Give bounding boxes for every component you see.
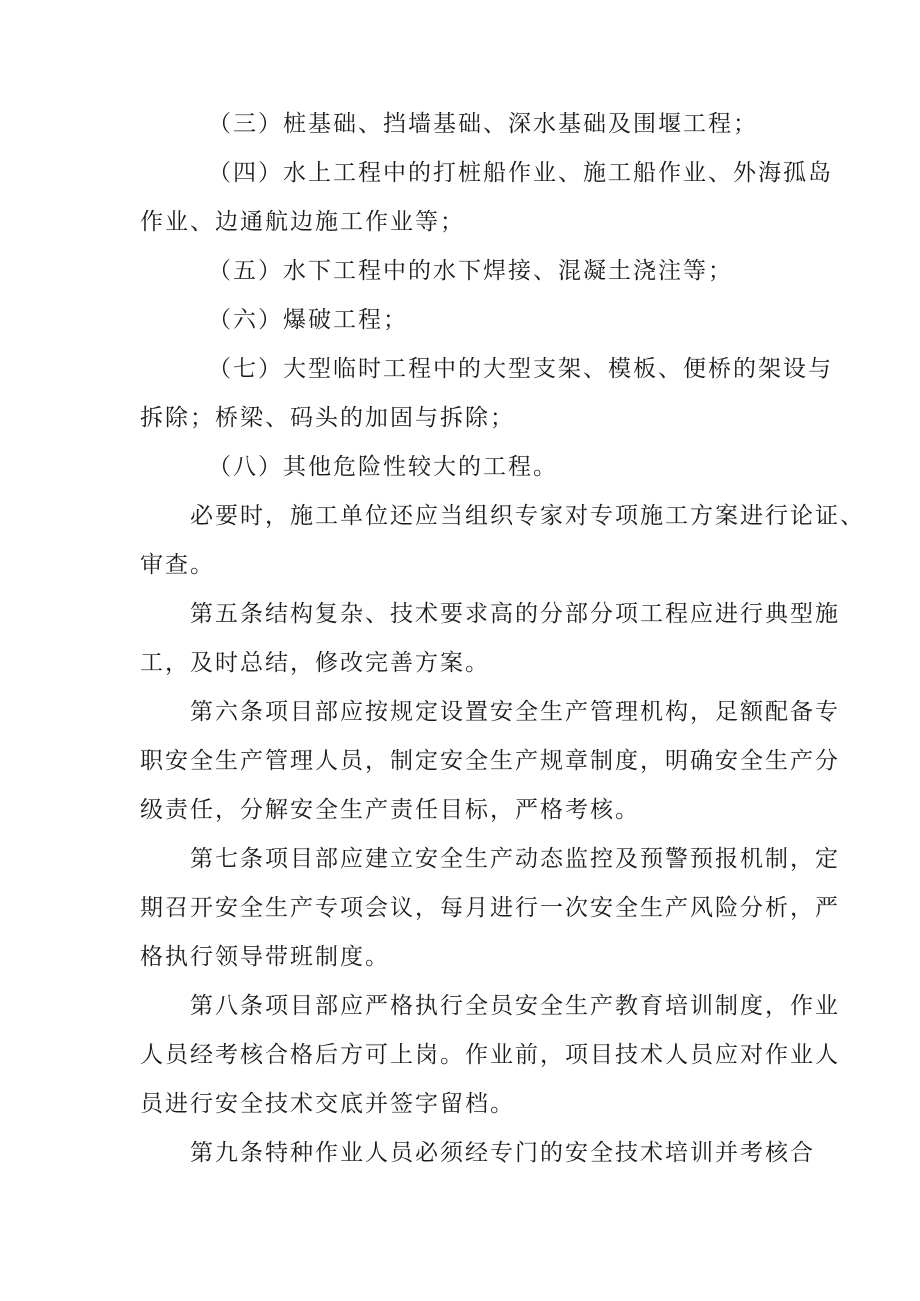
article-seven-line1: 第七条项目部应建立安全生产动态监控及预警预报机制，定	[190, 846, 840, 872]
item-five: （五）水下工程中的水下焊接、混凝土浇注等；	[208, 258, 733, 284]
article-eight-line1: 第八条项目部应严格执行全员安全生产教育培训制度，作业	[190, 993, 840, 1019]
item-eight: （八）其他危险性较大的工程。	[208, 454, 558, 480]
article-seven-line2: 期召开安全生产专项会议，每月进行一次安全生产风险分析，严	[140, 895, 840, 921]
paragraph-necessary-line2: 审查。	[140, 552, 215, 578]
item-four-line1: （四）水上工程中的打桩船作业、施工船作业、外海孤岛	[208, 160, 833, 186]
item-seven-line2: 拆除；桥梁、码头的加固与拆除；	[140, 405, 515, 431]
article-eight-line3: 员进行安全技术交底并签字留档。	[140, 1091, 515, 1117]
item-six: （六）爆破工程；	[208, 307, 408, 333]
article-five-line1: 第五条结构复杂、技术要求高的分部分项工程应进行典型施	[190, 601, 840, 627]
item-three: （三）桩基础、挡墙基础、深水基础及围堰工程；	[208, 111, 758, 137]
item-seven-line1: （七）大型临时工程中的大型支架、模板、便桥的架设与	[208, 356, 833, 382]
paragraph-necessary-line1: 必要时，施工单位还应当组织专家对专项施工方案进行论证、	[190, 503, 865, 529]
article-six-line2: 职安全生产管理人员，制定安全生产规章制度，明确安全生产分	[140, 748, 840, 774]
article-seven-line3: 格执行领导带班制度。	[140, 944, 390, 970]
article-eight-line2: 人员经考核合格后方可上岗。作业前，项目技术人员应对作业人	[140, 1042, 840, 1068]
article-nine-line1: 第九条特种作业人员必须经专门的安全技术培训并考核合	[190, 1140, 815, 1166]
article-six-line3: 级责任，分解安全生产责任目标，严格考核。	[140, 797, 640, 823]
article-six-line1: 第六条项目部应按规定设置安全生产管理机构，足额配备专	[190, 699, 840, 725]
item-four-line2: 作业、边通航边施工作业等；	[140, 209, 465, 235]
article-five-line2: 工，及时总结，修改完善方案。	[140, 650, 490, 676]
